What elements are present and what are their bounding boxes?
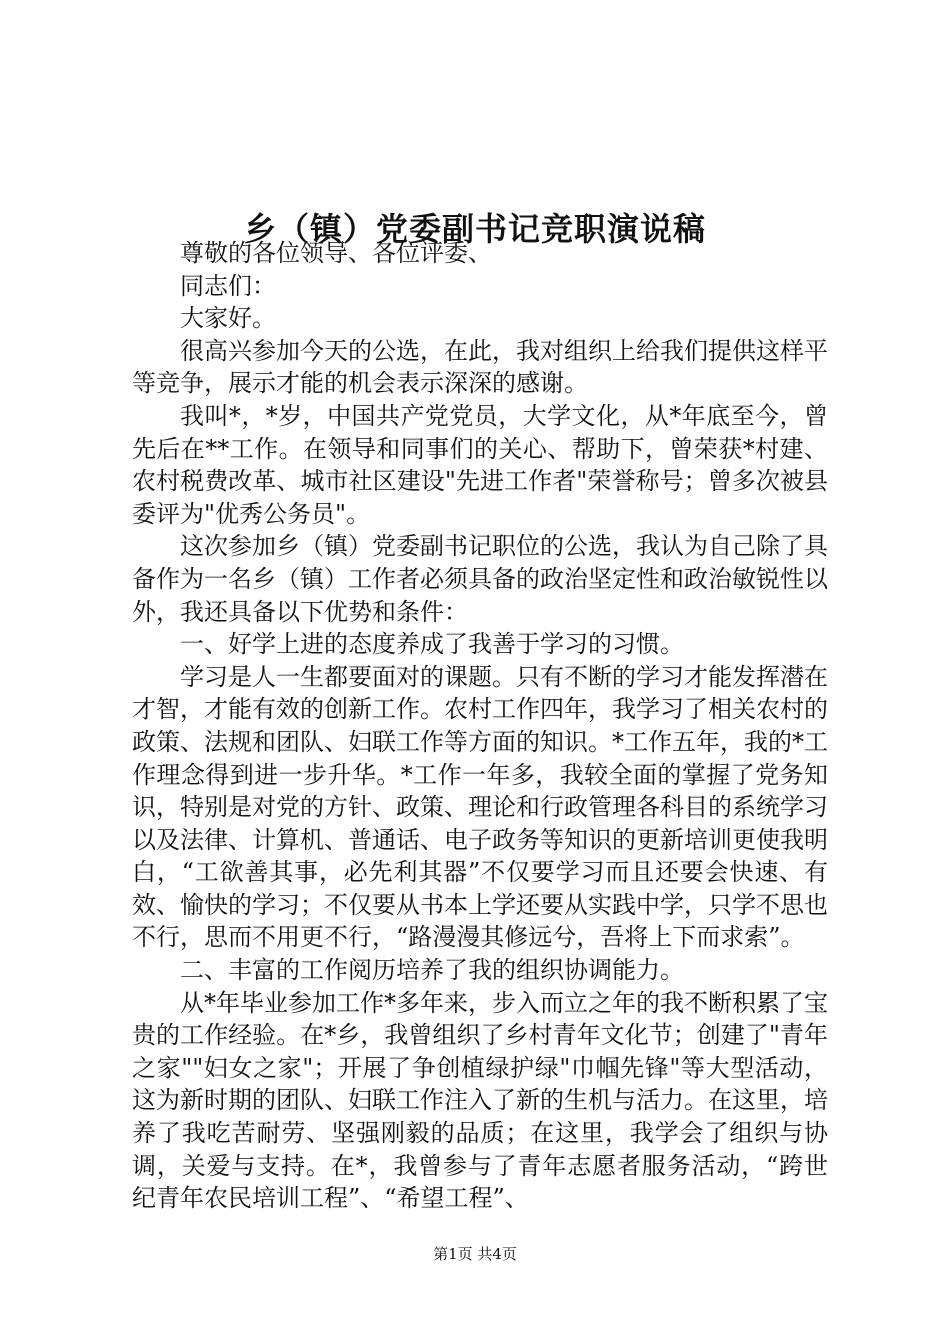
paragraph-comrades: 同志们：	[180, 271, 276, 300]
document-body	[132, 237, 828, 1215]
section-heading-2: 二、丰富的工作阅历培养了我的组织协调能力。	[180, 956, 684, 985]
section-heading-1: 一、好学上进的态度养成了我善于学习的习惯。	[180, 630, 684, 659]
paragraph-thanks: 很高兴参加今天的公选，在此，我对组织上给我们提供这样平等竞争，展示才能的机会表示深深的感谢。	[132, 336, 828, 398]
paragraph-qualifications: 这次参加乡（镇）党委副书记职位的公选，我认为自己除了具备作为一名乡（镇）工作者必须具备的政治坚定性和政治敏锐性以外，我还具备以下优势和条件：	[132, 532, 828, 626]
paragraph-salutation: 尊敬的各位领导、各位评委、	[180, 239, 492, 267]
paragraph-experience: 从*年毕业参加工作*多年来，步入而立之年的我不断积累了宝贵的工作经验。在*乡，我曾组织了乡村青年文化节；创建了"青年之家""妇女之家"；开展了争创植绿护绿"巾帼先锋"等大型活动，这为新时期的团队、妇联工作注入了新的生机与活力。在这里，培养了我吃苦耐劳、坚强刚毅的品质；在这里，我学会了组织与协调，关爱与支持。在*，我曾参与了青年志愿者服务活动，“跨世纪青年农民培训工程”、“希望工程”、	[132, 988, 828, 1213]
page-footer: 第1页 共4页	[433, 1245, 517, 1263]
paragraph-greeting: 大家好。	[180, 304, 276, 333]
paragraph-self-intro: 我叫*，*岁，中国共产党党员，大学文化，从*年底至今，曾先后在**工作。在领导和同事们的关心、帮助下，曾荣获*村建、农村税费改革、城市社区建设"先进工作者"荣誉称号；曾多次被县委评为"优秀公务员"。	[132, 401, 828, 528]
paragraph-learning: 学习是人一生都要面对的课题。只有不断的学习才能发挥潜在才智，才能有效的创新工作。农村工作四年，我学习了相关农村的政策、法规和团队、妇联工作等方面的知识。*工作五年，我的*工作理念得到进一步升华。*工作一年多，我较全面的掌握了党务知识，特别是对党的方针、政策、理论和行政管理各科目的系统学习以及法律、计算机、普通话、电子政务等知识的更新培训更使我明白，“工欲善其事，必先利其器”不仅要学习而且还要会快速、有效、愉快的学习；不仅要从书本上学还要从实践中学，只学不思也不行，思而不用更不行，“路漫漫其修远兮，吾将上下而求索”。	[132, 662, 828, 952]
document-title: 乡（镇）党委副书记竞职演说稿	[243, 210, 706, 249]
